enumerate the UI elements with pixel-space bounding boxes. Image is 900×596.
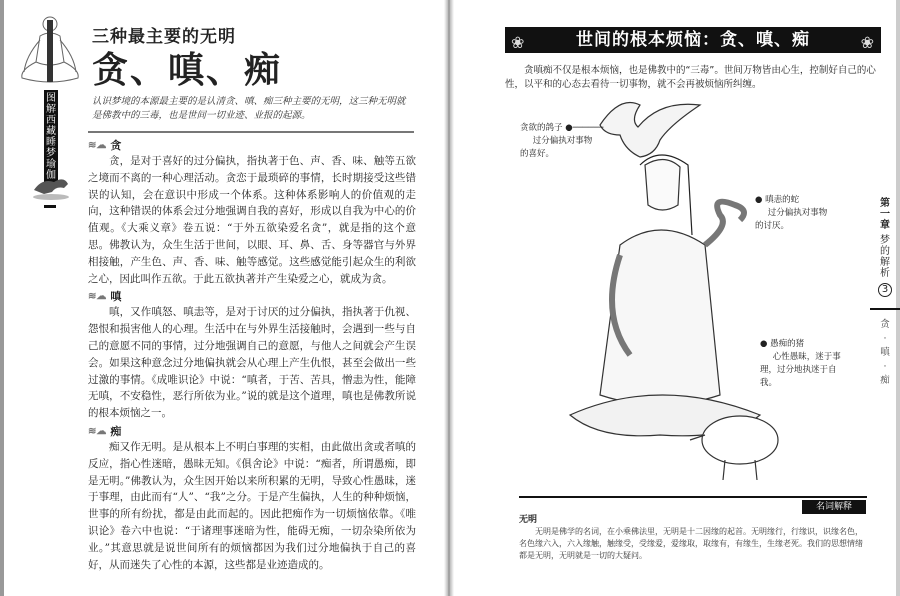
cloud-ornament-icon: ≋☁ [88,291,107,303]
divider [870,308,900,310]
page-subtitle: 三种最主要的无明 [92,27,236,47]
cloud-ornament-icon: ≋☁ [88,425,107,437]
banner-title: 世间的根本烦恼：贪、嗔、痴 [576,30,810,50]
callout-dove: 贪欲的鸽子 ●────── 过分偏执对事物的喜好。 [520,123,604,159]
section-greed [88,138,416,287]
meditating-figure-icon [14,10,86,90]
monk-figure [645,159,680,210]
book-series-label: 图解西藏睡梦瑜伽 [44,90,58,184]
callout-snake: ● 嗔恚的蛇 过分偏执对事物的讨厌。 [755,194,835,233]
section-heading: 痴 [110,424,122,438]
section-text: 嗔，又作嗔怒、嗔恚等，是对于讨厌的过分偏执，指执著于仇视、怨恨和损害他人的心理。生活中在与外界生活接触时，会遇到一些与自己的意愿不同的事情，过分地强调自己的意愿，与他人之间就会产生误会。如果这种意念过分地偏执就会从心理上产生仇恨，甚至会做出一些过激的事情。《成唯识论》中说：“嗔者，于苦、苦具，憎恚为性，能障无嗔，不安稳性，恶行所依为业。”说的就是这个道理，嗔也是佛教所说的根本烦恼之一。 [88,306,416,420]
divider [88,131,414,133]
page-banner [505,27,881,53]
chapter-tab [874,198,896,297]
callout-desc: 心性愚昧，迷于事理，过分地执迷于自我。 [760,352,841,388]
horse-ornament-icon [30,170,72,202]
section-text: 痴又作无明。是从根本上不明白事理的实相，由此做出贪或者嗔的反应，指心性迷暗，愚昧无知。《俱舍论》中说：“痴者，所谓愚痴，即是无明。”佛教认为，众生因开始以来所积累的无明，导致心性愚昧，迷于事理，由此而有“人”、“我”之分。于是产生偏执，人生的种种烦恼，世事的所有纷扰，都是由此而起的。因此把痴作为一切烦恼依靠。《唯识论》卷六中也说：“于诸理事迷暗为性，能碍无痴，一切杂染所依为业。”其意思就是说世间所有的烦恼都因为我们过分地偏执于自己的喜好，从而迷失了心性的本源，这些都是业迹造成的。 [88,440,416,571]
glossary-text: 无明是佛学的名词，在小乘佛法里，无明是十二因缘的起首。无明缘行，行缘识，识缘名色，名色缘六入，六入缘触，触缘受，受缘爱，爱缘取，取缘有，有缘生，生缘老死。我们的思想情绪都是无明，无明就是一切的大疑问。 [519,527,863,560]
callout-pig: ● 愚痴的猪 心性愚昧，迷于事理，过分地执迷于自我。 [760,338,852,390]
intro-text: 贪嗔痴不仅是根本烦恼，也是佛教中的“三毒”。世间万物皆由心生，控制好自己的心性，以平和的心态去看待一切事物，就不会再被烦恼所纠缠。 [505,65,876,90]
chapter-title: 梦的解析 [880,235,890,279]
flower-ornament-icon: ❀ [860,33,875,52]
dove-icon [600,103,700,158]
glossary-tag: 名词解释 [802,500,866,514]
flower-ornament-icon: ❀ [511,33,526,52]
intro-text: 认识梦境的本源最主要的是认清贪、嗔、痴三种主要的无明，这三种无明就是佛教中的三毒，也是世间一切业迹、业报的起源。 [92,96,406,121]
divider [44,205,56,208]
page-edge [0,0,4,596]
page-title: 贪、嗔、痴 [92,49,283,91]
sections-column [88,138,416,573]
callout-title: 愚痴的猪 [770,339,805,349]
glossary-term: 无明 [519,515,538,525]
page-edge [896,0,900,596]
section-ignorance [88,424,416,573]
divider [519,496,867,498]
page-number: 3 [878,283,892,297]
chapter-number: 第一章 [880,198,890,231]
book-gutter [444,0,454,596]
cloud-ornament-icon: ≋☁ [88,140,107,151]
callout-desc: 过分偏执对事物的喜好。 [520,136,593,159]
section-anger [88,289,416,422]
callout-title: 贪欲的鸽子 [520,123,563,133]
section-heading: 嗔 [110,290,122,304]
section-tab: 贪·嗔·痴 [880,319,890,386]
pig-icon [702,416,778,464]
callout-desc: 过分偏执对事物的讨厌。 [755,208,828,231]
section-text: 贪，是对于喜好的过分偏执，指执著于色、声、香、味、触等五欲之境而不离的一种心理活动。贪恋于最琐碎的事情，长时期接受这些错误的认知，会在意识中形成一个体系。这种体系影响人的价值观的走向，这种错误的体系会过分地强调自我的喜好，形成以自我为中心的价值观。《大乘义章》卷五说：“于外五欲染爱名贪”，就是指的这个意思。佛教认为，众生生活于世间，以眼、耳、鼻、舌、身等器官与外界相接触，产生色、声、香、味、触等感觉。这些感觉能引起众生的利欲之心，因此叫作五欲。于此五欲执著并产生染爱之心，就成为贪。 [88,155,416,285]
callout-title: 嗔恚的蛇 [765,195,800,205]
section-heading: 贪 [110,139,122,152]
